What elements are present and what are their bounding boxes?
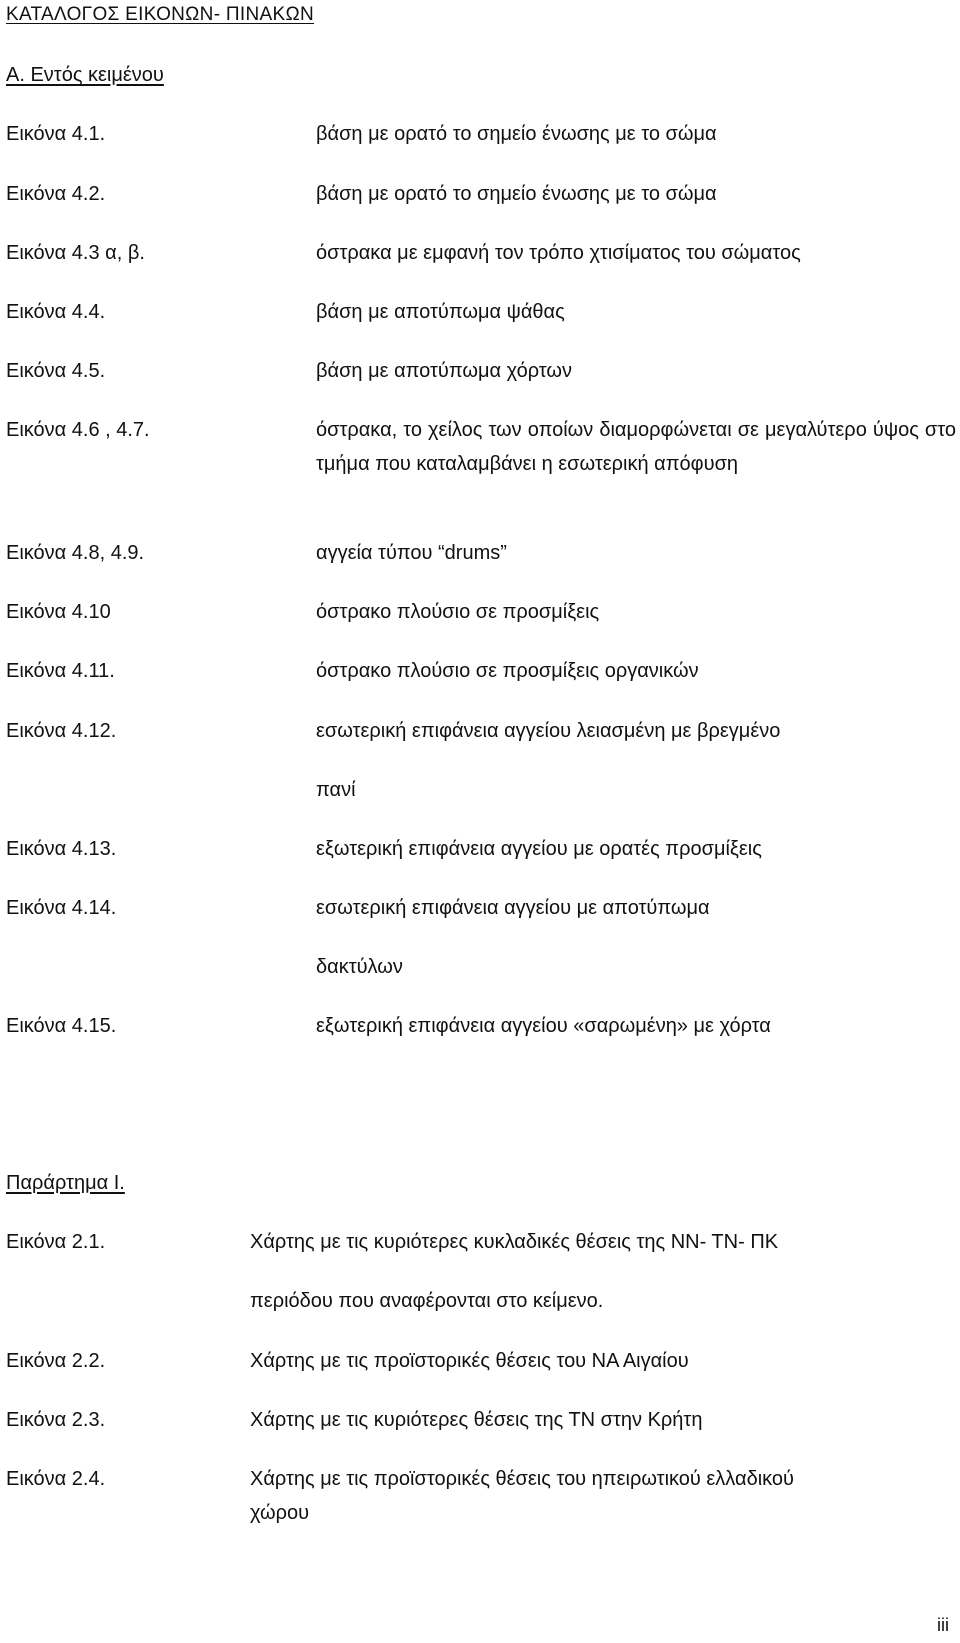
figure-label: Εικόνα 4.14. [6,897,117,919]
figure-label: Εικόνα 4.1. [6,123,106,145]
figure-label: Εικόνα 4.3 α, β. [6,242,145,264]
figure-caption: όστρακο πλούσιο σε προσμίξεις οργανικών [316,660,699,682]
figure-caption: Χάρτης με τις προϊστορικές θέσεις του ηπειρωτικού ελλαδικού [250,1468,794,1490]
figure-label: Εικόνα 2.3. [6,1409,106,1431]
figure-caption: όστρακα, το χείλος των οποίων διαμορφώνεται σε μεγαλύτερο ύψος στο τμήμα που καταλαμβάνει η εσωτερική απόφυση [316,419,956,475]
figure-caption: όστρακα με εμφανή τον τρόπο χτισίματος του σώματος [316,242,801,264]
figure-caption: Χάρτης με τις κυριότερες κυκλαδικές θέσεις της ΝΝ- ΤΝ- ΠΚ [250,1231,779,1253]
figure-label: Εικόνα 4.8, 4.9. [6,542,145,564]
figure-caption-continued: πανί [316,779,356,801]
figure-caption: εσωτερική επιφάνεια αγγείου με αποτύπωμα [316,897,710,919]
figure-caption: βάση με αποτύπωμα χόρτων [316,360,573,382]
figure-caption-continued: δακτύλων [316,956,403,978]
figure-label: Εικόνα 2.4. [6,1468,106,1490]
figure-caption: Χάρτης με τις προϊστορικές θέσεις του ΝΑ Αιγαίου [250,1350,689,1372]
figure-caption-continued: περιόδου που αναφέρονται στο κείμενο. [250,1290,604,1312]
figure-label: Εικόνα 4.11. [6,660,115,682]
figure-label: Εικόνα 4.2. [6,183,106,205]
figure-caption-continued: χώρου [250,1502,310,1524]
page-title: ΚΑΤΑΛΟΓΟΣ ΕΙΚΟΝΩΝ- ΠΙΝΑΚΩΝ [6,4,315,25]
figure-caption: εσωτερική επιφάνεια αγγείου λειασμένη με βρεγμένο [316,720,781,742]
figure-label: Εικόνα 2.1. [6,1231,106,1253]
figure-label: Εικόνα 4.5. [6,360,106,382]
figure-caption: εξωτερική επιφάνεια αγγείου με ορατές προσμίξεις [316,838,762,860]
figure-label: Εικόνα 4.15. [6,1015,117,1037]
figure-caption: Χάρτης με τις κυριότερες θέσεις της ΤΝ στην Κρήτη [250,1409,703,1431]
figure-caption: όστρακο πλούσιο σε προσμίξεις [316,601,600,623]
figure-label: Εικόνα 4.10 [6,601,111,623]
section-a-heading: Α. Εντός κειμένου [6,64,164,86]
figure-caption: εξωτερική επιφάνεια αγγείου «σαρωμένη» με χόρτα [316,1015,771,1037]
figure-caption: βάση με ορατό το σημείο ένωσης με το σώμα [316,183,717,205]
page-number: iii [937,1615,949,1635]
figure-label: Εικόνα 4.6 , 4.7. [6,419,150,441]
figure-label: Εικόνα 2.2. [6,1350,106,1372]
figure-caption: βάση με αποτύπωμα ψάθας [316,301,565,323]
figure-caption: βάση με ορατό το σημείο ένωσης με το σώμα [316,123,717,145]
figure-label: Εικόνα 4.4. [6,301,106,323]
figure-label: Εικόνα 4.12. [6,720,117,742]
figure-label: Εικόνα 4.13. [6,838,117,860]
appendix-heading: Παράρτημα Ι. [6,1172,125,1194]
figure-caption: αγγεία τύπου “drums” [316,542,507,564]
